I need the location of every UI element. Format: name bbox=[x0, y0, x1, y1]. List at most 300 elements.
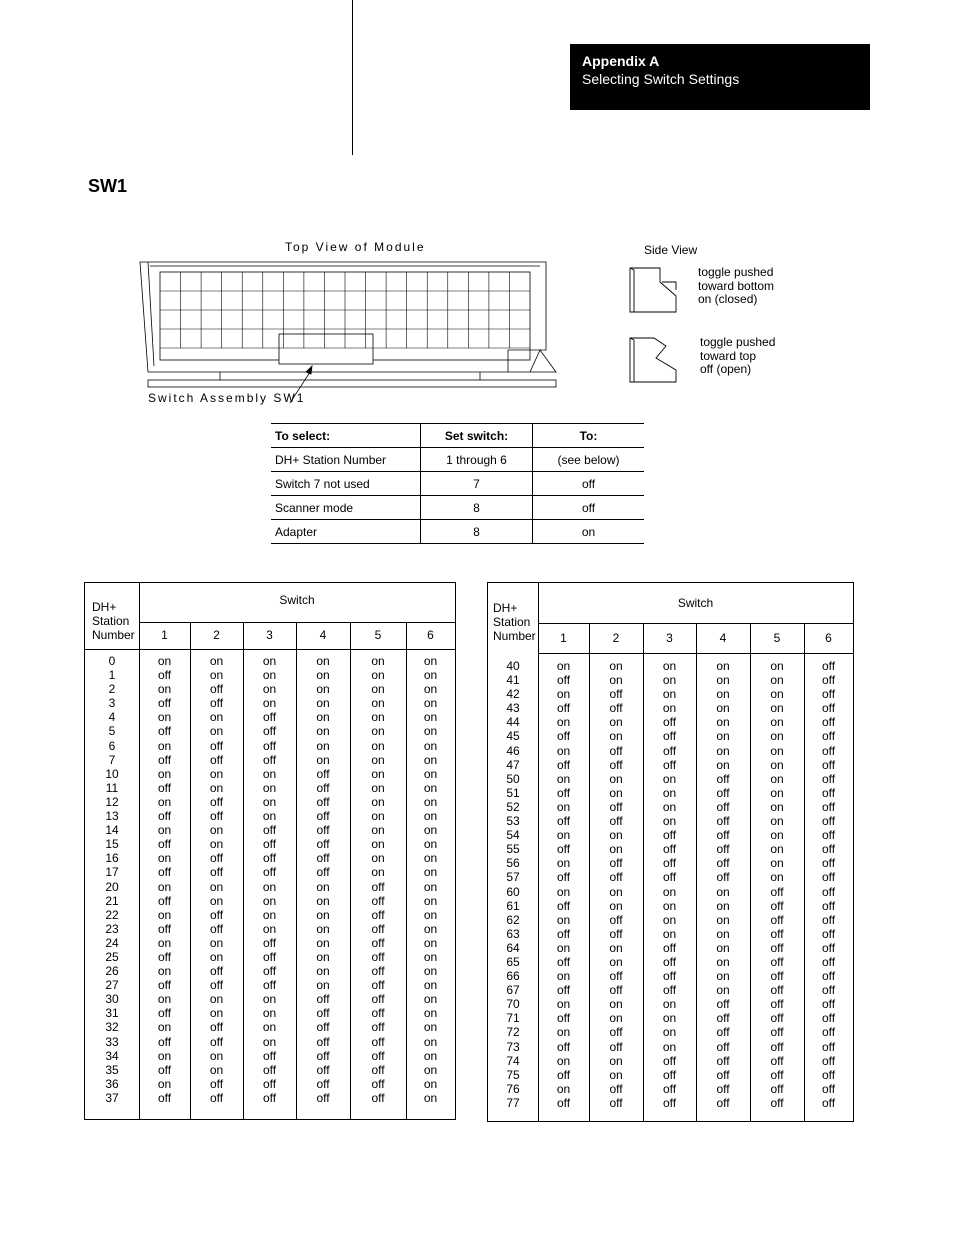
switch-value: off bbox=[157, 893, 172, 908]
switch-value: off bbox=[157, 1006, 172, 1021]
switch-value: off bbox=[262, 865, 277, 880]
switch-value: off bbox=[262, 710, 277, 725]
switch-value: on bbox=[556, 771, 571, 786]
switch-value: on bbox=[371, 668, 385, 683]
switch-col-2: 2 bbox=[213, 628, 220, 642]
switch-value: off bbox=[157, 780, 172, 795]
switch-value: on bbox=[770, 814, 784, 829]
station-number: 65 bbox=[506, 954, 520, 969]
switch-col-5: 5 bbox=[773, 631, 781, 645]
switch-value: off bbox=[716, 1053, 730, 1068]
switch-value: off bbox=[316, 1006, 330, 1021]
switch-value: off bbox=[821, 1011, 836, 1026]
switch-value: off bbox=[157, 809, 172, 824]
station-number: 44 bbox=[506, 715, 520, 730]
switch-value: off bbox=[316, 1020, 330, 1035]
switch-value: on bbox=[423, 837, 438, 852]
switch-value: on bbox=[262, 682, 277, 697]
switch-col-4: 4 bbox=[719, 631, 727, 645]
switch-value: off bbox=[316, 1062, 330, 1077]
switch-value: on bbox=[716, 954, 730, 969]
switch-value: on bbox=[157, 654, 172, 668]
switch-value: off bbox=[209, 1090, 224, 1105]
switch-value: on bbox=[371, 865, 385, 880]
switch-value: off bbox=[662, 1081, 677, 1096]
switch-value: on bbox=[609, 954, 623, 969]
switch-value: off bbox=[262, 964, 277, 979]
switch-value: off bbox=[316, 823, 330, 838]
switch-value: off bbox=[262, 724, 277, 739]
switch-value: on bbox=[262, 668, 277, 683]
switch-value: on bbox=[770, 673, 784, 688]
switch-value: on bbox=[262, 766, 277, 781]
switch-value: on bbox=[423, 823, 438, 838]
switch-value: on bbox=[662, 926, 677, 941]
switch-value: on bbox=[716, 701, 730, 716]
switch-value: on bbox=[209, 1062, 224, 1077]
switch-header: Switch bbox=[677, 596, 714, 610]
switch-value: on bbox=[423, 978, 438, 993]
switch-value: on bbox=[157, 710, 172, 725]
switch-value: off bbox=[821, 1081, 836, 1096]
switch-value: on bbox=[157, 1020, 172, 1035]
switch-value: off bbox=[371, 1034, 385, 1049]
switch-value: off bbox=[662, 954, 677, 969]
switch-value: on bbox=[209, 766, 224, 781]
switch-value: off bbox=[821, 814, 836, 829]
switch-value: on bbox=[371, 696, 385, 711]
station-number: 10 bbox=[105, 766, 119, 781]
switch-value: off bbox=[209, 1020, 224, 1035]
switch-value: on bbox=[662, 912, 677, 927]
switch-value: on bbox=[662, 884, 677, 899]
switch-value: on bbox=[556, 969, 571, 984]
switch-value: off bbox=[716, 799, 730, 814]
switch-value: on bbox=[662, 898, 677, 913]
station-number: 55 bbox=[506, 842, 520, 857]
switch-value: off bbox=[662, 969, 677, 984]
switch-value: on bbox=[316, 752, 330, 767]
station-number: 7 bbox=[108, 752, 116, 767]
switch-value: on bbox=[609, 715, 623, 730]
switch-value: on bbox=[262, 654, 277, 668]
switch-value: on bbox=[716, 969, 730, 984]
switch-value: off bbox=[821, 969, 836, 984]
switch-value: on bbox=[209, 1048, 224, 1063]
station-number: 66 bbox=[506, 969, 520, 984]
switch-value: off bbox=[821, 743, 836, 758]
switch-value: off bbox=[556, 983, 571, 998]
switch-value: on bbox=[371, 794, 385, 809]
switch-value: on bbox=[316, 949, 330, 964]
switch-value: on bbox=[423, 921, 438, 936]
switch-value: off bbox=[262, 1090, 277, 1105]
switch-value: on bbox=[371, 710, 385, 725]
switch-value: off bbox=[556, 1067, 571, 1082]
station-number: 45 bbox=[506, 729, 520, 744]
switch-value: on bbox=[716, 912, 730, 927]
section-title: SW1 bbox=[88, 176, 128, 196]
switch-value: off bbox=[262, 752, 277, 767]
module-left-bevel bbox=[148, 262, 154, 366]
switch-value: on bbox=[662, 814, 677, 829]
switch-value: on bbox=[556, 997, 571, 1012]
station-number: 70 bbox=[506, 997, 520, 1012]
switch-value: off bbox=[209, 851, 224, 866]
switch-value: off bbox=[371, 964, 385, 979]
switch-value: off bbox=[821, 1039, 836, 1054]
switch-value: off bbox=[209, 907, 224, 922]
switch-value: off bbox=[662, 1095, 677, 1110]
switch-value: on bbox=[716, 687, 730, 702]
switch-value: off bbox=[821, 659, 836, 673]
switch-value: off bbox=[821, 799, 836, 814]
switch-value: off bbox=[821, 898, 836, 913]
switch-value: on bbox=[716, 673, 730, 688]
switch-value: on bbox=[209, 780, 224, 795]
switch-value: on bbox=[770, 743, 784, 758]
switch-value: on bbox=[662, 1025, 677, 1040]
switch-value: on bbox=[316, 893, 330, 908]
switch-value: on bbox=[316, 696, 330, 711]
switch-value: on bbox=[423, 964, 438, 979]
switch-value: off bbox=[821, 771, 836, 786]
switch-value: on bbox=[609, 785, 623, 800]
switch-value: on bbox=[157, 1048, 172, 1063]
switch-value: off bbox=[716, 997, 730, 1012]
station-number: 56 bbox=[506, 856, 520, 871]
switch-value: off bbox=[662, 743, 677, 758]
switch-value: on bbox=[423, 1062, 438, 1077]
switch-value: off bbox=[157, 865, 172, 880]
station-number: 35 bbox=[105, 1062, 119, 1077]
switch-value: on bbox=[423, 1034, 438, 1049]
switch-value: on bbox=[262, 907, 277, 922]
switch-value: off bbox=[556, 1011, 571, 1026]
switch-value: off bbox=[157, 978, 172, 993]
switch-value: on bbox=[609, 940, 623, 955]
switch-5-values bbox=[750, 659, 804, 1110]
station-number: 30 bbox=[105, 992, 119, 1007]
switch-value: off bbox=[556, 1039, 571, 1054]
switch-value: off bbox=[662, 870, 677, 885]
switch-value: off bbox=[609, 743, 623, 758]
switch-value: off bbox=[556, 842, 571, 857]
switch-value: on bbox=[423, 1006, 438, 1021]
switch-value: on bbox=[609, 842, 623, 857]
switch-value: off bbox=[821, 715, 836, 730]
switch-value: off bbox=[609, 870, 623, 885]
switch-value: on bbox=[609, 1067, 623, 1082]
switch-value: off bbox=[371, 921, 385, 936]
switch-value: on bbox=[209, 837, 224, 852]
switch-value: off bbox=[209, 978, 224, 993]
switch-value: off bbox=[209, 794, 224, 809]
switch-value: off bbox=[157, 724, 172, 739]
switch-value: off bbox=[371, 1062, 385, 1077]
switch-value: on bbox=[423, 654, 438, 668]
switch-value: on bbox=[423, 865, 438, 880]
switch-value: on bbox=[262, 879, 277, 894]
switch-value: off bbox=[262, 738, 277, 753]
switch-value: on bbox=[770, 659, 784, 673]
switch-value: on bbox=[423, 794, 438, 809]
switch-value: on bbox=[423, 893, 438, 908]
table-row: Switch 7 not used 7 off bbox=[271, 472, 644, 496]
switch-value: off bbox=[609, 687, 623, 702]
switch-value: on bbox=[423, 1048, 438, 1063]
switch-value: on bbox=[609, 1011, 623, 1026]
switch-value: off bbox=[716, 1011, 730, 1026]
switch-value: off bbox=[609, 983, 623, 998]
switch-value: on bbox=[662, 673, 677, 688]
station-number: 77 bbox=[506, 1095, 520, 1110]
switch-value: on bbox=[609, 771, 623, 786]
switch-value: off bbox=[316, 809, 330, 824]
station-number: 33 bbox=[105, 1034, 119, 1049]
switch-value: off bbox=[262, 1076, 277, 1091]
module-base bbox=[148, 380, 556, 387]
switch-value: on bbox=[209, 654, 224, 668]
switch-value: off bbox=[609, 1081, 623, 1096]
station-number: 47 bbox=[506, 757, 520, 772]
side-view-caption: Side View bbox=[644, 243, 698, 257]
switch-value: on bbox=[556, 856, 571, 871]
station-number: 64 bbox=[506, 940, 520, 955]
switch-value: off bbox=[556, 673, 571, 688]
switch-value: off bbox=[157, 949, 172, 964]
switch-value: off bbox=[316, 1034, 330, 1049]
switch-value: off bbox=[821, 1025, 836, 1040]
switch-value: off bbox=[371, 879, 385, 894]
switch-value: on bbox=[770, 842, 784, 857]
switch-value: off bbox=[609, 1039, 623, 1054]
switch-value: on bbox=[556, 884, 571, 899]
switch-value: on bbox=[316, 921, 330, 936]
switch-value: off bbox=[262, 823, 277, 838]
station-number: 46 bbox=[506, 743, 520, 758]
station-number-header: DH+ Station Number bbox=[493, 601, 536, 643]
switch-value: off bbox=[262, 935, 277, 950]
switch-value: on bbox=[157, 907, 172, 922]
switch-value: off bbox=[662, 983, 677, 998]
switch-value: off bbox=[209, 964, 224, 979]
switch-value: off bbox=[770, 1011, 784, 1026]
switch-value: on bbox=[316, 738, 330, 753]
switch-6-values bbox=[804, 659, 853, 1110]
switch-value: on bbox=[316, 682, 330, 697]
switch-value: on bbox=[662, 799, 677, 814]
appendix-label: Appendix A bbox=[582, 53, 660, 69]
switch-value: off bbox=[662, 842, 677, 857]
switch-value: off bbox=[770, 983, 784, 998]
switch-value: off bbox=[821, 997, 836, 1012]
switch-value: off bbox=[770, 1081, 784, 1096]
switch-value: off bbox=[662, 1053, 677, 1068]
switch-value: on bbox=[770, 870, 784, 885]
switch-value: on bbox=[157, 964, 172, 979]
switch-value: off bbox=[262, 851, 277, 866]
switch-value: off bbox=[209, 865, 224, 880]
switch-value: off bbox=[316, 780, 330, 795]
select-settings-table bbox=[271, 423, 644, 544]
station-number: 72 bbox=[506, 1025, 520, 1040]
switch-value: off bbox=[316, 865, 330, 880]
station-number: 40 bbox=[506, 659, 520, 673]
station-number: 27 bbox=[105, 978, 119, 993]
switch-value: off bbox=[821, 842, 836, 857]
station-number: 17 bbox=[105, 865, 119, 880]
station-number: 15 bbox=[105, 837, 119, 852]
switch-value: on bbox=[316, 710, 330, 725]
station-number: 24 bbox=[105, 935, 119, 950]
switch-value: off bbox=[716, 856, 730, 871]
station-number: 41 bbox=[506, 673, 520, 688]
switch-col-6: 6 bbox=[825, 631, 832, 645]
switch-value: off bbox=[716, 870, 730, 885]
switch-value: off bbox=[716, 828, 730, 843]
switch-value: off bbox=[609, 799, 623, 814]
station-table-right bbox=[487, 582, 854, 1122]
switch-value: on bbox=[716, 659, 730, 673]
switch-value: on bbox=[371, 809, 385, 824]
station-column bbox=[488, 659, 538, 1110]
switch-value: off bbox=[716, 1067, 730, 1082]
switch-value: on bbox=[209, 823, 224, 838]
toggle-bottom-label: toggle pushed toward bottom on (closed) bbox=[698, 265, 775, 306]
switch-value: on bbox=[556, 1081, 571, 1096]
switch-value: off bbox=[821, 729, 836, 744]
switch-value: on bbox=[423, 668, 438, 683]
station-number: 31 bbox=[105, 1006, 119, 1021]
switch-value: on bbox=[716, 983, 730, 998]
switch-value: off bbox=[821, 1095, 836, 1110]
switch-value: on bbox=[209, 893, 224, 908]
station-number: 42 bbox=[506, 687, 520, 702]
switch-value: on bbox=[556, 912, 571, 927]
switch-value: off bbox=[371, 1076, 385, 1091]
switch-value: off bbox=[371, 893, 385, 908]
switch-value: on bbox=[262, 1034, 277, 1049]
switch-value: on bbox=[262, 1020, 277, 1035]
toggle-closed-icon bbox=[630, 268, 676, 312]
switch-value: on bbox=[770, 799, 784, 814]
switch-value: on bbox=[716, 729, 730, 744]
switch-value: on bbox=[716, 715, 730, 730]
switch-value: off bbox=[556, 701, 571, 716]
switch-value: off bbox=[556, 954, 571, 969]
switch-value: off bbox=[157, 837, 172, 852]
switch-value: off bbox=[770, 1039, 784, 1054]
switch-col-3: 3 bbox=[666, 631, 673, 645]
switch-value: on bbox=[423, 851, 438, 866]
switch-value: on bbox=[423, 809, 438, 824]
switch-value: on bbox=[316, 907, 330, 922]
switch-value: off bbox=[316, 992, 330, 1007]
switch-value: off bbox=[821, 673, 836, 688]
switch-value: on bbox=[423, 766, 438, 781]
switch-value: off bbox=[316, 1090, 330, 1105]
switch-value: off bbox=[157, 1090, 172, 1105]
station-table-left bbox=[84, 582, 456, 1120]
switch-value: on bbox=[662, 785, 677, 800]
switch-value: on bbox=[423, 949, 438, 964]
station-number: 0 bbox=[108, 654, 116, 668]
switch-value: on bbox=[371, 724, 385, 739]
switch-value: on bbox=[716, 757, 730, 772]
switch-value: off bbox=[662, 715, 677, 730]
switch-value: off bbox=[662, 757, 677, 772]
switch-value: on bbox=[316, 935, 330, 950]
switch-value: off bbox=[556, 926, 571, 941]
switch-value: off bbox=[209, 696, 224, 711]
station-number: 16 bbox=[105, 851, 119, 866]
switch-value: off bbox=[609, 926, 623, 941]
switch-value: on bbox=[716, 898, 730, 913]
switch-value: on bbox=[316, 724, 330, 739]
switch-value: off bbox=[262, 1048, 277, 1063]
station-number: 75 bbox=[506, 1067, 520, 1082]
switch-value: on bbox=[662, 1011, 677, 1026]
switch-value: off bbox=[662, 856, 677, 871]
table-row: Scanner mode 8 off bbox=[271, 496, 644, 520]
switch-value: on bbox=[262, 893, 277, 908]
switch-value: on bbox=[609, 884, 623, 899]
switch-value: off bbox=[316, 766, 330, 781]
switch-value: on bbox=[556, 940, 571, 955]
station-number: 14 bbox=[105, 823, 119, 838]
station-number: 57 bbox=[506, 870, 520, 885]
switch-value: off bbox=[821, 785, 836, 800]
switch-value: off bbox=[821, 1067, 836, 1082]
switch-value: on bbox=[423, 710, 438, 725]
switch-value: off bbox=[821, 940, 836, 955]
switch-value: off bbox=[157, 668, 172, 683]
switch-value: on bbox=[423, 724, 438, 739]
switch-value: on bbox=[556, 799, 571, 814]
switch-value: off bbox=[316, 837, 330, 852]
switch-value: off bbox=[556, 898, 571, 913]
switch-value: off bbox=[209, 921, 224, 936]
switch-value: off bbox=[716, 771, 730, 786]
switch-value: on bbox=[316, 668, 330, 683]
switch-value: on bbox=[371, 766, 385, 781]
switch-value: on bbox=[770, 701, 784, 716]
switch-value: on bbox=[423, 907, 438, 922]
switch-value: off bbox=[609, 814, 623, 829]
switch-value: off bbox=[770, 1025, 784, 1040]
switch-value: off bbox=[609, 1025, 623, 1040]
station-number: 2 bbox=[108, 682, 116, 697]
switch-value: on bbox=[262, 992, 277, 1007]
switch-col-6: 6 bbox=[427, 628, 434, 642]
top-view-caption: Top View of Module bbox=[285, 240, 426, 254]
station-number: 25 bbox=[105, 949, 119, 964]
station-number: 22 bbox=[105, 907, 119, 922]
switch-value: on bbox=[423, 1090, 438, 1105]
switch-value: on bbox=[157, 879, 172, 894]
station-number: 20 bbox=[105, 879, 119, 894]
switch-1-values bbox=[538, 659, 589, 1110]
switch-value: on bbox=[423, 992, 438, 1007]
switch-value: off bbox=[209, 752, 224, 767]
switch-value: off bbox=[609, 969, 623, 984]
switch-value: off bbox=[371, 1090, 385, 1105]
toggle-open-icon bbox=[630, 338, 676, 382]
station-number: 76 bbox=[506, 1081, 520, 1096]
switch-value: on bbox=[157, 851, 172, 866]
switch-value: off bbox=[770, 997, 784, 1012]
